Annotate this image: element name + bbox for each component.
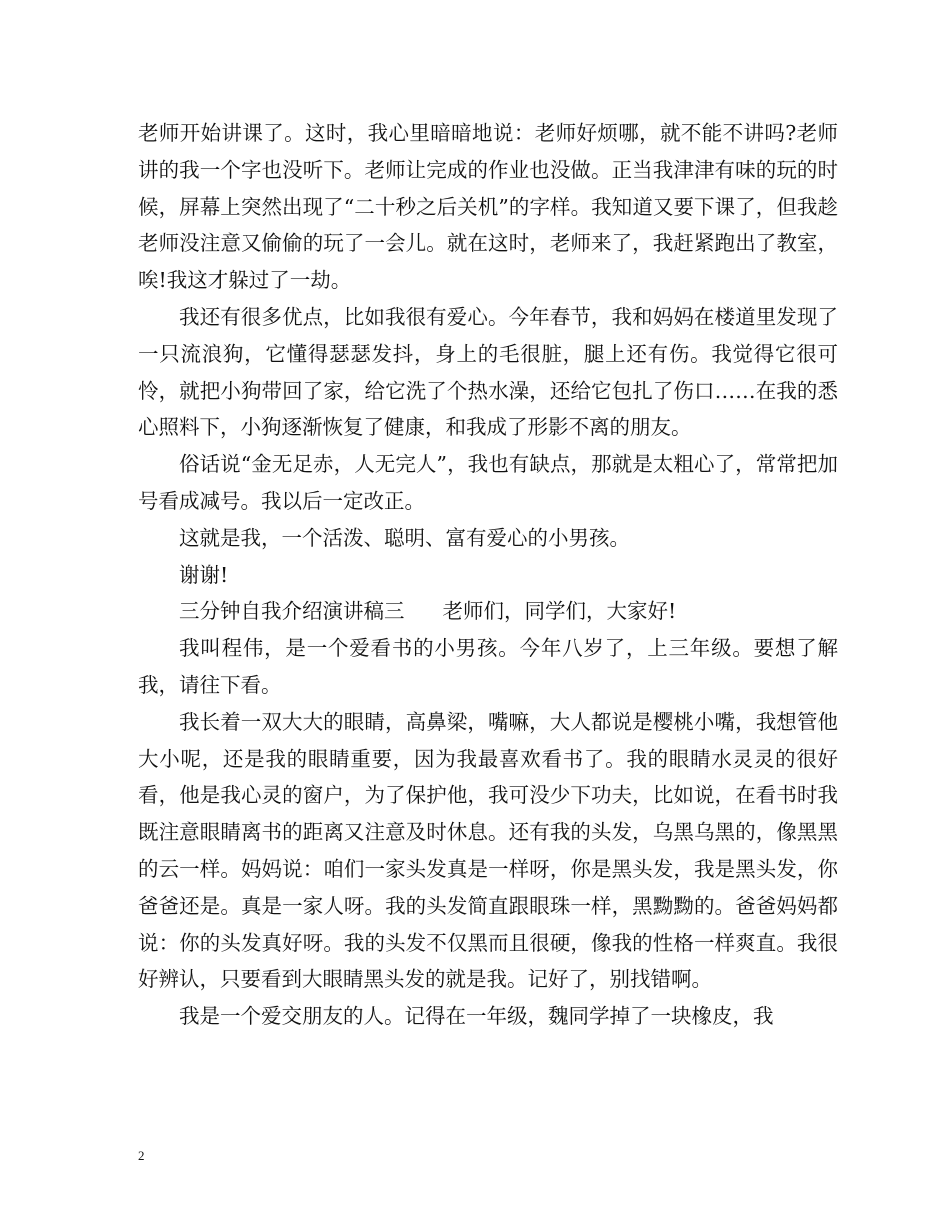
paragraph-3: 俗话说“金无足赤，人无完人”，我也有缺点，那就是太粗心了，常常把加号看成减号。我以后一定改正。	[138, 452, 838, 513]
section-heading-line	[138, 593, 838, 630]
section-greeting: 老师们，同学们，大家好!	[442, 599, 677, 624]
paragraph-8: 我是一个爱交朋友的人。记得在一年级，魏同学掉了一块橡皮，我	[179, 1004, 774, 1029]
paragraph-2: 我还有很多优点，比如我很有爱心。今年春节，我和妈妈在楼道里发现了一只流浪狗，它懂得瑟瑟发抖，身上的毛很脏，腿上还有伤。我觉得它很可怜，就把小狗带回了家，给它洗了个热水澡，还给它包扎了伤口……在我的悉心照料下，小狗逐渐恢复了健康，和我成了形影不离的朋友。	[138, 304, 838, 440]
paragraph-1: 老师开始讲课了。这时，我心里暗暗地说：老师好烦哪，就不能不讲吗?老师讲的我一个字也没听下。老师让完成的作业也没做。正当我津津有味的玩的时候，屏幕上突然出现了“二十秒之后关机”的字样。我知道又要下课了，但我趁老师没注意又偷偷的玩了一会儿。就在这时，老师来了，我赶紧跑出了教室，唉!我这才躲过了一劫。	[138, 121, 838, 293]
document-body	[138, 115, 838, 1035]
paragraph-6: 我叫程伟，是一个爱看书的小男孩。今年八岁了，上三年级。要想了解我，请往下看。	[138, 636, 838, 697]
page-number: 2	[138, 1148, 145, 1163]
paragraph-5: 谢谢!	[179, 562, 229, 587]
paragraph-4: 这就是我，一个活泼、聪明、富有爱心的小男孩。	[179, 525, 630, 550]
section-title: 三分钟自我介绍演讲稿三	[179, 599, 405, 624]
paragraph-7: 我长着一双大大的眼睛，高鼻梁，嘴嘛，大人都说是樱桃小嘴，我想管他大小呢，还是我的眼睛重要，因为我最喜欢看书了。我的眼睛水灵灵的很好看，他是我心灵的窗户，为了保护他，我可没少下功夫，比如说，在看书时我既注意眼睛离书的距离又注意及时休息。还有我的头发，乌黑乌黑的，像黑黑的云一样。妈妈说：咱们一家头发真是一样呀，你是黑头发，我是黑头发，你爸爸还是。真是一家人呀。我的头发简直跟眼珠一样，黑黝黝的。爸爸妈妈都说：你的头发真好呀。我的头发不仅黑而且很硬，像我的性格一样爽直。我很好辨认，只要看到大眼睛黑头发的就是我。记好了，别找错啊。	[138, 709, 838, 992]
